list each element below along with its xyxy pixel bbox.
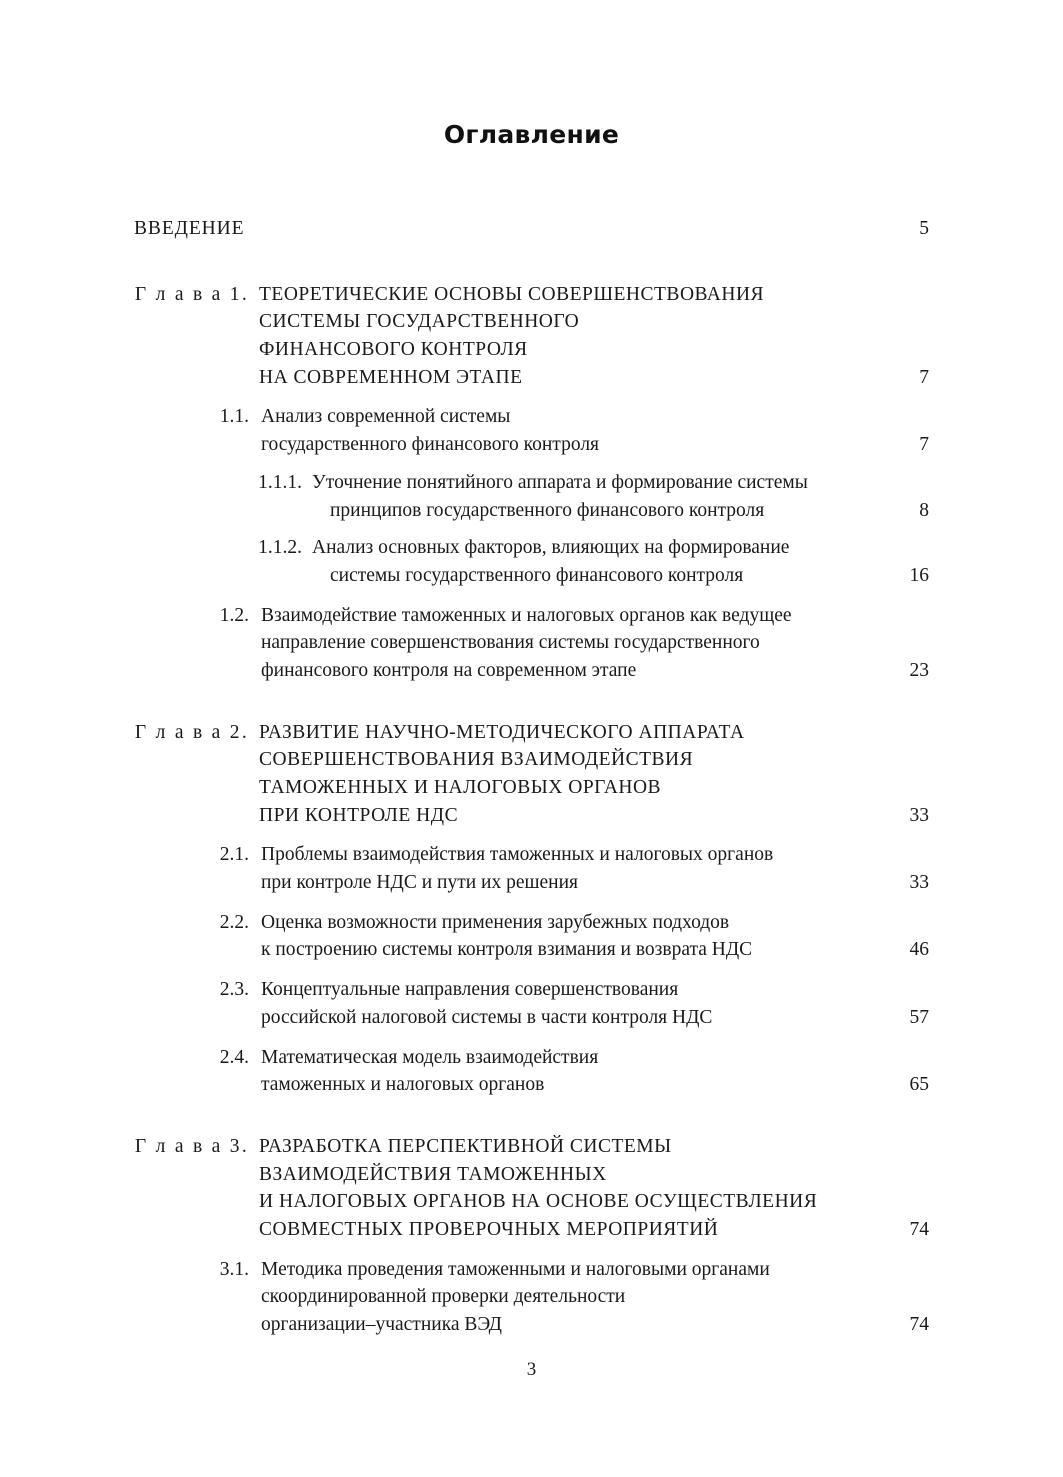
page-folio: 3 <box>526 1359 537 1380</box>
toc-chapter-1[interactable] <box>134 281 929 392</box>
toc-section-title: российской налоговой системы в части контроля НДС <box>261 1006 713 1028</box>
toc-chapter-title: ТАМОЖЕННЫХ И НАЛОГОВЫХ ОРГАНОВ <box>259 777 662 798</box>
toc-section-number: 1.2. <box>219 604 249 626</box>
toc-subsection-first-line <box>134 469 929 497</box>
toc-section-first-line <box>134 403 929 431</box>
toc-section-1-2[interactable] <box>134 602 929 685</box>
toc-chapter-title-line <box>134 1216 929 1244</box>
toc-chapter-title-line <box>134 1133 929 1161</box>
toc-section-cont-line <box>134 869 929 897</box>
toc-chapter-title: РАЗВИТИЕ НАУЧНО-МЕТОДИЧЕСКОГО АППАРАТА <box>259 721 745 743</box>
toc-chapter-title-line <box>134 364 929 392</box>
toc-chapter-title-line <box>134 308 929 336</box>
toc-entry-page: 46 <box>909 939 929 961</box>
toc-entry-page: 33 <box>909 804 929 826</box>
toc-chapter-title: ФИНАНСОВОГО КОНТРОЛЯ <box>259 339 528 361</box>
toc-section-cont-line <box>134 657 929 685</box>
toc-section-number: 2.4. <box>219 1046 249 1068</box>
toc-chapter-3[interactable] <box>134 1133 929 1244</box>
toc-chapter-title-line <box>134 802 929 830</box>
toc-entry-page: 23 <box>909 659 929 681</box>
toc-entry-page: 74 <box>909 1218 929 1240</box>
toc-chapter-label: Г л а в а 1. <box>134 283 249 305</box>
toc-section-title: финансового контроля на современном этапе <box>261 659 637 681</box>
toc-section-cont-line <box>134 629 929 657</box>
page-title: Оглавление <box>443 120 620 149</box>
toc-entry-page: 33 <box>909 872 929 894</box>
toc-chapter-title: ТЕОРЕТИЧЕСКИЕ ОСНОВЫ СОВЕРШЕНСТВОВАНИЯ <box>259 283 765 305</box>
toc-section-title: Математическая модель взаимодействия <box>261 1046 599 1068</box>
toc-subsection-cont-line <box>134 497 929 525</box>
toc-subsection-1-1-1[interactable] <box>134 469 929 524</box>
toc-section-title: Анализ современной системы <box>261 406 511 428</box>
toc-section-first-line <box>134 909 929 937</box>
toc-section-cont-line <box>134 1283 929 1311</box>
toc-section-title: Оценка возможности применения зарубежных подходов <box>261 911 730 933</box>
toc-subsection-title: Уточнение понятийного аппарата и формирование системы <box>312 471 808 493</box>
toc-section-cont-line <box>134 431 929 459</box>
toc-entry-page: 74 <box>909 1314 929 1335</box>
toc-subsection-title: Анализ основных факторов, влияющих на формирование <box>312 537 790 559</box>
toc-subsection-title: системы государственного финансового контроля <box>330 564 744 586</box>
toc-chapter-title-line <box>134 336 929 364</box>
toc-chapter-title-line <box>134 281 929 309</box>
toc-subsection-number: 1.1.1. <box>258 471 302 493</box>
toc-section-2-2[interactable] <box>134 909 929 964</box>
toc-section-title: Взаимодействие таможенных и налоговых органов как ведущее <box>261 604 792 626</box>
toc-section-cont-line <box>134 1311 929 1339</box>
toc-chapter-title-line <box>134 1188 929 1216</box>
toc-entry-page: 65 <box>909 1074 929 1096</box>
toc-section-2-4[interactable] <box>134 1044 929 1099</box>
toc-chapter-title-line <box>134 746 929 774</box>
toc-section-title: скоординированной проверки деятельности <box>261 1286 626 1308</box>
toc-entry-page: 7 <box>919 366 929 388</box>
toc-section-2-3[interactable] <box>134 976 929 1031</box>
toc-chapter-2[interactable] <box>134 719 929 830</box>
toc-subsection-title: принципов государственного финансового контроля <box>330 499 765 521</box>
toc-chapter-title: СИСТЕМЫ ГОСУДАРСТВЕННОГО <box>259 311 580 333</box>
toc-entry-page: 8 <box>919 499 929 521</box>
toc-entry-page: 57 <box>909 1006 929 1028</box>
toc-section-first-line <box>134 1256 929 1284</box>
toc-chapter-title: И НАЛОГОВЫХ ОРГАНОВ НА ОСНОВЕ ОСУЩЕСТВЛЕНИЯ <box>259 1191 818 1213</box>
toc-section-number: 2.2. <box>219 911 249 933</box>
toc-entry-page: 5 <box>919 218 929 239</box>
toc-section-2-1[interactable] <box>134 841 929 896</box>
toc-section-first-line <box>134 1044 929 1072</box>
toc-chapter-title: НА СОВРЕМЕННОМ ЭТАПЕ <box>259 366 523 388</box>
toc-section-title: Проблемы взаимодействия таможенных и налоговых органов <box>261 844 774 866</box>
toc-chapter-title: РАЗРАБОТКА ПЕРСПЕКТИВНОЙ СИСТЕМЫ <box>259 1135 672 1157</box>
toc-chapter-title-line <box>134 774 929 802</box>
toc-section-title: при контроле НДС и пути их решения <box>261 872 578 894</box>
toc-section-1-1[interactable] <box>134 403 929 458</box>
toc-chapter-title: ПРИ КОНТРОЛЕ НДС <box>259 804 459 826</box>
toc-section-title: Концептуальные направления совершенствования <box>261 979 679 1001</box>
toc-subsection-1-1-2[interactable] <box>134 534 929 589</box>
toc-section-cont-line <box>134 1004 929 1032</box>
toc-section-first-line <box>134 976 929 1004</box>
toc-section-number: 2.3. <box>219 979 249 1001</box>
toc-section-3-1[interactable] <box>134 1256 929 1339</box>
toc-section-cont-line <box>134 936 929 964</box>
toc-section-title: таможенных и налоговых органов <box>261 1074 545 1096</box>
toc-entry-introduction[interactable] <box>134 215 929 243</box>
toc-chapter-label: Г л а в а 3. <box>134 1135 249 1157</box>
toc-chapter-title: ВЗАИМОДЕЙСТВИЯ ТАМОЖЕННЫХ <box>259 1163 607 1185</box>
toc-section-number: 2.1. <box>219 844 249 866</box>
toc-chapter-title-line <box>134 719 929 747</box>
toc-entry-label: ВВЕДЕНИЕ <box>134 218 245 239</box>
toc-subsection-first-line <box>134 534 929 562</box>
toc-section-first-line <box>134 841 929 869</box>
table-of-contents <box>134 215 929 1339</box>
toc-chapter-title-line <box>134 1161 929 1189</box>
toc-chapter-label: Г л а в а 2. <box>134 721 249 743</box>
toc-section-title: к построению системы контроля взимания и возврата НДС <box>261 939 753 961</box>
toc-entry-page: 16 <box>909 564 929 586</box>
toc-section-number: 3.1. <box>219 1258 249 1280</box>
toc-chapter-title: СОВЕРШЕНСТВОВАНИЯ ВЗАИМОДЕЙСТВИЯ <box>259 749 694 771</box>
toc-section-first-line <box>134 602 929 630</box>
toc-section-number: 1.1. <box>219 406 249 428</box>
toc-section-cont-line <box>134 1071 929 1099</box>
toc-section-title: направление совершенствования системы государственного <box>261 632 760 654</box>
toc-subsection-number: 1.1.2. <box>258 537 302 559</box>
toc-chapter-title: СОВМЕСТНЫХ ПРОВЕРОЧНЫХ МЕРОПРИЯТИЙ <box>259 1218 719 1240</box>
toc-entry-page: 7 <box>919 434 929 456</box>
toc-subsection-cont-line <box>134 562 929 590</box>
toc-section-title: организации–участника ВЭД <box>261 1314 502 1335</box>
toc-section-title: Методика проведения таможенными и налоговыми органами <box>261 1258 770 1280</box>
toc-section-title: государственного финансового контроля <box>261 434 600 456</box>
